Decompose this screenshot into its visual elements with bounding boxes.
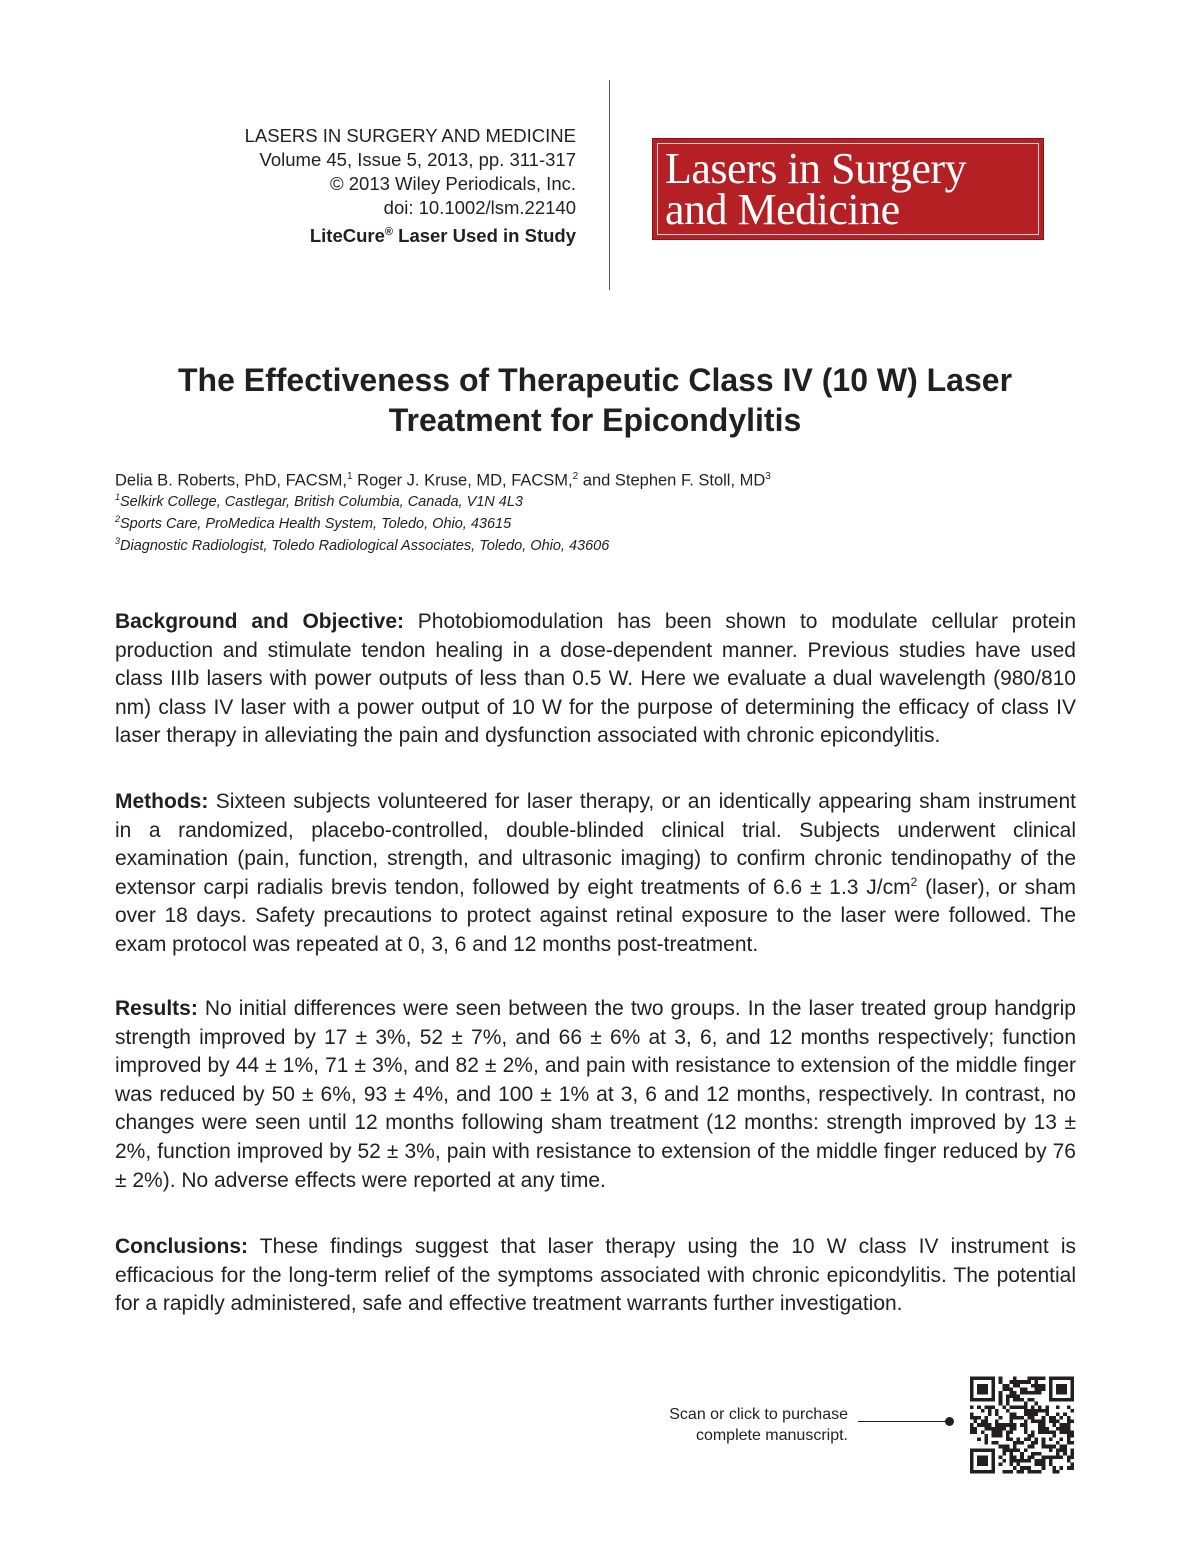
author-1-affil: 1 — [347, 471, 353, 482]
background-text: Photobiomodulation has been shown to modulate cellular protein production and stimulate tendon healing in a dose-dependent manner. Previous studies have used class IIIb lasers with power outputs of less than 0.5 W. Here we evaluate a dual wavelength (980/810 nm) class IV laser with a power output of 10 W for the purpose of determining the efficacy of class IV laser therapy in alleviating the pain and dysfunction associated with chronic epicondylitis. — [115, 610, 1076, 748]
cta-connector-dot — [945, 1417, 954, 1426]
conclusions-text: These findings suggest that laser therapy using the 10 W class IV instrument is efficacious for the long-term relief of the symptoms associated with chronic epicondylitis. The potential for a rapidly administered, safe and effective treatment warrants further investigation. — [115, 1235, 1076, 1316]
affiliation-2-marker: 2 — [115, 514, 121, 524]
abstract-conclusions — [115, 1233, 1076, 1319]
study-note-rest: Laser Used in Study — [393, 225, 576, 247]
journal-name: LASERS IN SURGERY AND MEDICINE — [244, 125, 576, 146]
abstract-results — [115, 995, 1076, 1195]
affiliation-2 — [115, 510, 1075, 533]
conclusions-heading: Conclusions: — [115, 1235, 249, 1258]
background-heading: Background and Objective: — [115, 610, 404, 633]
title-line-2: Treatment for Epicondylitis — [388, 402, 802, 438]
qr-code-icon[interactable] — [970, 1376, 1074, 1474]
results-text: No initial differences were seen between the two groups. In the laser treated group handgrip strength improved by 17 ± 3%, 52 ± 7%, and 66 ± 6% at 3, 6, and 12 months respectively; function improved by 44 ± 1%, 71 ± 3%, and 82 ± 2%, and pain with resistance to extension of the middle finger was reduced by 50 ± 6%, 93 ± 4%, and 100 ± 1% at 3, 6 and 12 months, respectively. In contrast, no changes were seen until 12 months following sham treatment (12 months: strength improved by 13 ± 2%, function improved by 52 ± 3%, pain with resistance to extension of the middle finger reduced by 76 ± 2%). No adverse effects were reported at any time. — [115, 997, 1076, 1192]
title-line-1: The Effectiveness of Therapeutic Class IV (10 W) Laser — [177, 362, 1013, 398]
purchase-link[interactable] — [600, 1404, 848, 1446]
journal-volume: Volume 45, Issue 5, 2013, pp. 311-317 — [259, 149, 576, 170]
affiliation-3-marker: 3 — [115, 536, 121, 546]
abstract-methods — [115, 788, 1076, 960]
header-divider — [609, 80, 610, 290]
cta-line-2: complete manuscript. — [695, 1427, 848, 1444]
methods-text-b: (laser), or sham over 18 days. Safety precautions to protect against retinal exposure to the laser were followed. The exam protocol was repeated at 0, 3, 6 and 12 months post-treatment. — [115, 875, 1076, 956]
author-2: Roger J. Kruse, MD, FACSM, — [352, 471, 573, 490]
journal-doi: doi: 10.1002/lsm.22140 — [383, 197, 576, 218]
affiliation-3 — [115, 532, 1075, 555]
study-note-brand: LiteCure — [309, 225, 385, 247]
affiliation-1-text: Selkirk College, Castlegar, British Columbia, Canada, V1N 4L3 — [120, 493, 523, 510]
study-note — [120, 220, 576, 248]
affiliation-3-text: Diagnostic Radiologist, Toledo Radiological Associates, Toledo, Ohio, 43606 — [120, 537, 610, 554]
results-heading: Results: — [115, 997, 198, 1020]
cta-line-1: Scan or click to purchase — [669, 1406, 848, 1423]
author-3-affil: 3 — [765, 471, 771, 482]
paper-title — [100, 360, 1090, 440]
cta-connector-line — [858, 1421, 948, 1422]
methods-heading: Methods: — [115, 790, 209, 813]
journal-copyright: © 2013 Wiley Periodicals, Inc. — [329, 173, 576, 194]
methods-superscript: 2 — [910, 874, 918, 889]
abstract-background — [115, 608, 1076, 751]
author-3: and Stephen F. Stoll, MD — [578, 471, 766, 490]
journal-logo[interactable] — [652, 138, 1044, 240]
registered-mark: ® — [384, 226, 393, 238]
author-2-affil: 2 — [572, 471, 579, 482]
logo-line-1: Lasers in Surgery — [665, 144, 967, 193]
affiliation-1-marker: 1 — [115, 492, 121, 502]
affiliation-2-text: Sports Care, ProMedica Health System, Toledo, Ohio, 43615 — [120, 515, 512, 532]
methods-text-a: Sixteen subjects volunteered for laser therapy, or an identically appearing sham instrument in a randomized, placebo-controlled, double-blinded clinical trial. Subjects underwent clinical examination (pain, function, strength, and ultrasonic imaging) to confirm chronic tendinopathy of the extensor carpi radialis brevis tendon, followed by eight treatments of 6.6 ± 1.3 J/cm — [115, 790, 1076, 899]
affiliation-1 — [115, 488, 1075, 511]
author-1: Delia B. Roberts, PhD, FACSM, — [115, 471, 347, 490]
journal-info — [120, 124, 576, 248]
logo-line-2: and Medicine — [665, 185, 900, 234]
